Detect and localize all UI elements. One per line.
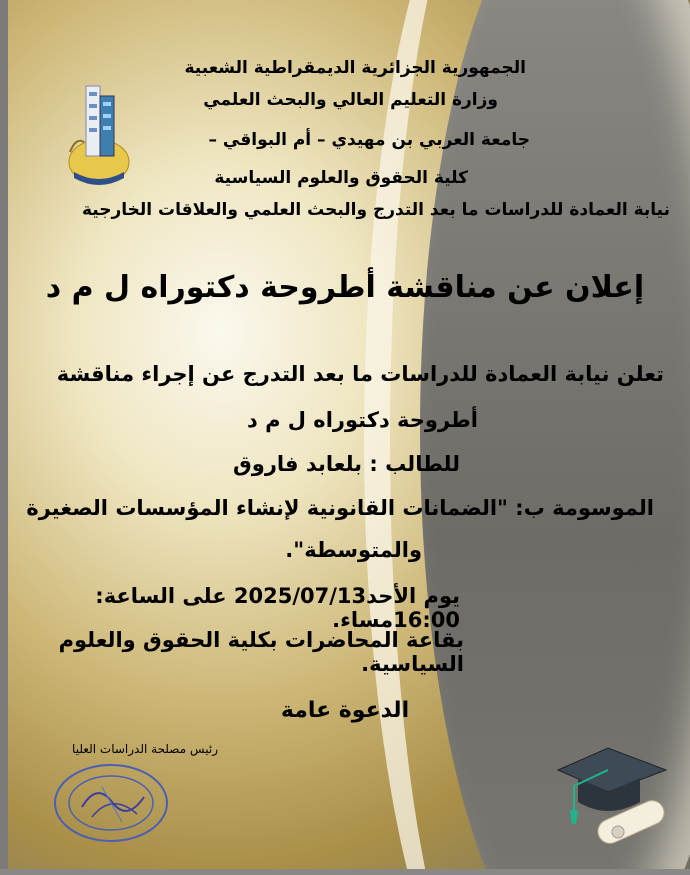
date-time-line: يوم الأحد2025/07/13 على الساعة: 16:00مساء. (95, 584, 460, 632)
invitation-text: الدعوة عامة (280, 698, 410, 723)
left-frame (0, 0, 8, 875)
bottom-frame (0, 869, 690, 875)
header-line-vice-deanship: نيابة العمادة للدراسات ما بعد التدرج والبحث العلمي والعلاقات الخارجية (82, 200, 670, 220)
university-logo-icon (66, 82, 132, 194)
student-line: للطالب : بلعابد فاروق (232, 452, 460, 476)
venue-line: بقاعة المحاضرات بكلية الحقوق والعلوم السياسية. (58, 628, 464, 676)
page-title: إعلان عن مناقشة أطروحة دكتوراه ل م د (45, 270, 645, 305)
official-stamp-icon (52, 762, 170, 844)
header-line-faculty: كلية الحقوق والعلوم السياسية (214, 168, 468, 188)
announcement-line-2: أطروحة دكتوراه ل م د (246, 408, 478, 432)
header-line-university: جامعة العربي بن مهيدي – أم البواقي – (208, 130, 530, 150)
signature-title: رئيس مصلحة الدراسات العليا (72, 742, 218, 756)
thesis-title-line-2: والمتوسطة". (285, 538, 422, 562)
announcement-line-1: تعلن نيابة العمادة للدراسات ما بعد التدرج عن إجراء مناقشة (56, 362, 664, 386)
header-line-republic: الجمهورية الجزائرية الديمقراطية الشعبية (184, 58, 526, 78)
thesis-title-line-1: الموسومة ب: "الضمانات القانونية لإنشاء المؤسسات الصغيرة (26, 496, 654, 520)
graduation-cap-diploma-icon (548, 740, 676, 850)
header-line-ministry: وزارة التعليم العالي والبحث العلمي (203, 90, 498, 110)
